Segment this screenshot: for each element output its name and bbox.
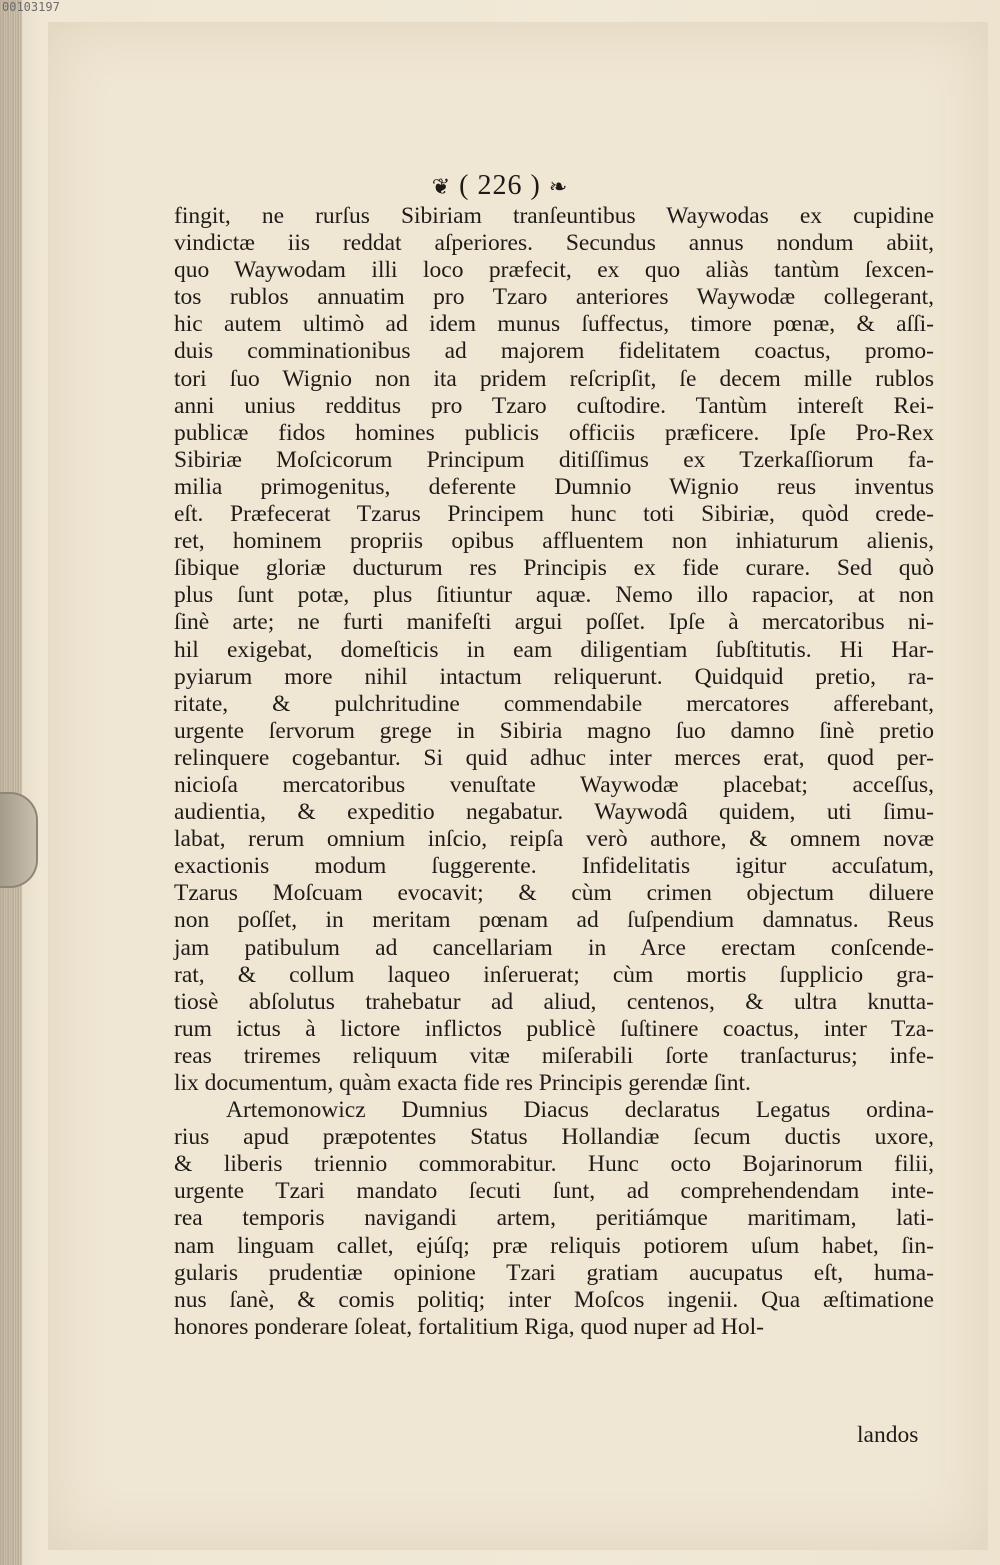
text-line: urgente ſervorum grege in Sibiria magno ſuo damno ſinè pretio [174,717,934,744]
text-line: pyiarum more nihil intactum reliquerunt. Quidquid pretio, ra- [174,663,934,690]
catalog-number: 00103197 [2,0,60,14]
text-line: fingit, ne rurſus Sibiriam tranſeuntibus Waywodas ex cupidine [174,203,934,229]
page-number: ( 226 ) [459,170,541,201]
text-line: ſinè arte; ne furti manifeſti argui poſſet. Ipſe à mercatoribus ni- [174,609,934,636]
text-line: exactionis modum ſuggerente. Infidelitatis igitur accuſatum, [174,853,934,880]
text-line: ret, hominem propriis opibus affluentem non inhiaturum alienis, [174,528,934,555]
text-line: ritate, & pulchritudine commendabile mercatores afferebant, [174,690,934,717]
text-line: hil exigebat, domeſticis in eam diligentiam ſubſtitutis. Hi Har- [174,636,934,663]
text-line: Tzarus Moſcuam evocavit; & cùm crimen objectum diluere [174,880,934,907]
book-page-edges [0,0,22,1565]
text-line: duis comminationibus ad majorem fidelitatem coactus, promo- [174,338,934,365]
text-line: relinquere cogebantur. Si quid adhuc inter merces erat, quod per- [174,744,934,771]
right-ornament-icon: ❧ [548,174,569,199]
left-ornament-icon: ❦ [431,174,452,199]
text-line: Artemonowicz Dumnius Diacus declaratus Legatus ordina- [226,1097,934,1124]
text-line: quo Waywodam illi loco præfecit, ex quo aliàs tantùm ſexcen- [174,257,934,284]
text-line: nicioſa mercatoribus venuſtate Waywodæ placebat; acceſſus, [174,771,934,798]
text-line: eſt. Præfecerat Tzarus Principem hunc toti Sibiriæ, quòd crede- [174,501,934,528]
text-line: plus ſunt potæ, plus ſitiuntur aquæ. Nemo illo rapacior, at non [174,582,934,609]
text-line: nam linguam callet, ejúſq; præ reliquis potiorem uſum habet, ſin- [174,1232,934,1259]
text-line: ſibique gloriæ ducturum res Principis ex fide curare. Sed quò [174,555,934,582]
text-line: tiosè abſolutus trahebatur ad aliud, centenos, & ultra knutta- [174,988,934,1015]
text-line: Sibiriæ Moſcicorum Principum ditiſſimus ex Tzerkaſſiorum fa- [174,446,934,473]
text-line: urgente Tzari mandato ſecuti ſunt, ad comprehendendam inte- [174,1178,934,1205]
text-line: anni unius redditus pro Tzaro cuſtodire. Tantùm intereſt Rei- [174,392,934,419]
text-line: vindictæ iis reddat aſperiores. Secundus annus nondum abiit, [174,230,934,257]
text-line: milia primogenitus, deferente Dumnio Wignio reus inventus [174,473,934,500]
binding-clip [0,792,38,888]
text-line: tos rublos annuatim pro Tzaro anteriores Waywodæ collegerant, [174,284,934,311]
text-line: nus ſanè, & comis politiq; inter Moſcos ingenii. Qua æſtimatione [174,1286,934,1313]
text-line: & liberis triennio commorabitur. Hunc octo Bojarinorum filii, [174,1151,934,1178]
text-line: rat, & collum laqueo inſeruerat; cùm mortis ſupplicio gra- [174,961,934,988]
text-line: rius apud præpotentes Status Hollandiæ ſecum ductis uxore, [174,1124,934,1151]
text-line: tori ſuo Wignio non ita pridem reſcripſit, ſe decem mille rublos [174,365,934,392]
text-line: honores ponderare ſoleat, fortalitium Riga, quod nuper ad Hol- [174,1313,764,1340]
text-line: non poſſet, in meritam pœnam ad ſuſpendium damnatus. Reus [174,907,934,934]
text-line: hic autem ultimò ad idem munus ſuffectus, timore pœnæ, & aſſi- [174,311,934,338]
text-line: audientia, & expeditio negabatur. Waywodâ quidem, uti ſimu- [174,799,934,826]
text-line: jam patibulum ad cancellariam in Arce erectam conſcende- [174,934,934,961]
text-line: reas triremes reliquum vitæ miſerabili ſorte tranſacturus; infe- [174,1042,934,1069]
text-line: labat, rerum omnium inſcio, reipſa verò authore, & omnem novæ [174,826,934,853]
text-line: rum ictus à lictore inflictos publicè ſuſtinere coactus, inter Tza- [174,1015,934,1042]
page-header [0,170,1000,202]
text-line: gularis prudentiæ opinione Tzari gratiam aucupatus eſt, huma- [174,1259,934,1286]
text-line: lix documentum, quàm exacta fide res Principis gerendæ ſint. [174,1070,751,1096]
text-line: publicæ fidos homines publicis officiis præficere. Ipſe Pro-Rex [174,419,934,446]
text-line: rea temporis navigandi artem, peritiámque maritimam, lati- [174,1205,934,1232]
catchword: landos [857,1422,919,1448]
body-text [174,203,934,1341]
